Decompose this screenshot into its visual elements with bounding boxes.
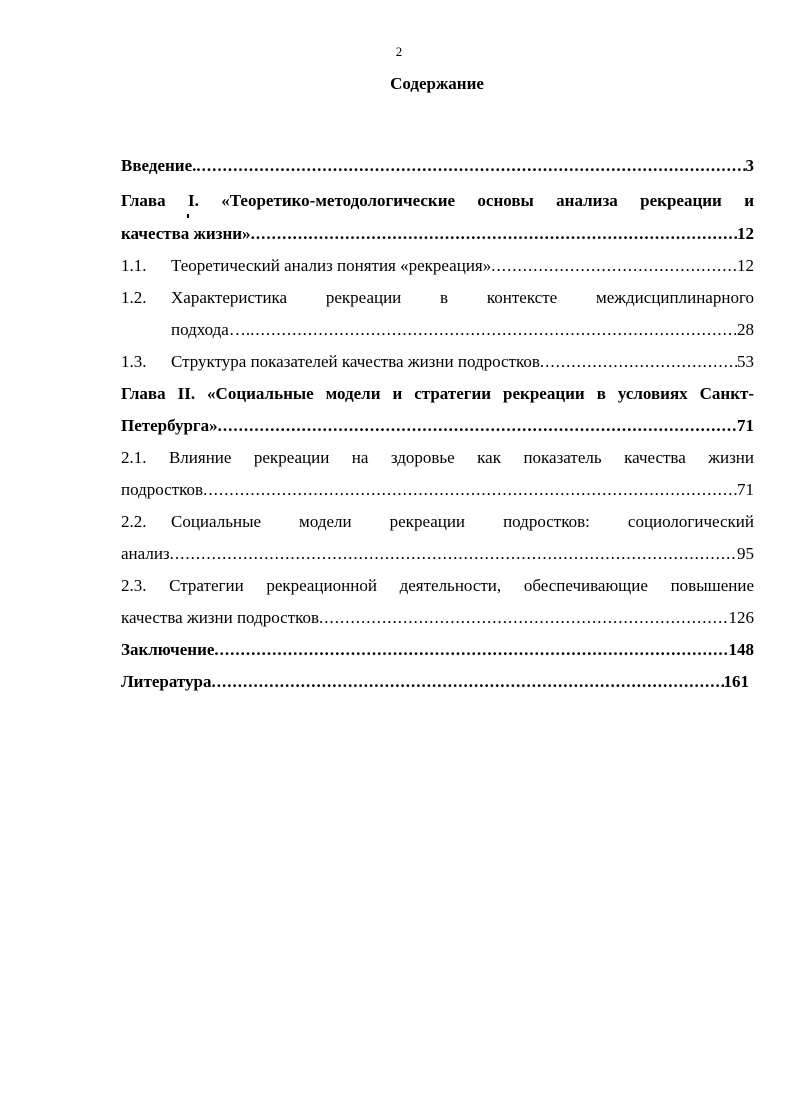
toc-section-text: Теоретический анализ понятия «рекреация»: [171, 256, 492, 275]
dot-leader: [196, 154, 745, 178]
toc-entry-intro-text: Введение.: [121, 156, 197, 175]
dot-leader: [211, 670, 723, 694]
toc-section-page: 126: [728, 608, 754, 627]
page-number: 2: [395, 44, 403, 59]
toc-section-text: Характеристика рекреации в контексте междисциплинарного: [171, 288, 754, 307]
toc-section-2-1-line1: 2.1. Влияние рекреации на здоровье как показатель качества жизни: [121, 448, 754, 467]
dot-leader: [319, 606, 728, 630]
toc-section-1-3: [121, 350, 754, 374]
toc-entry-intro: [121, 154, 754, 178]
toc-section-text: Структура показателей качества жизни подростков: [171, 352, 540, 371]
toc-entry-conclusion-page: 148: [728, 640, 754, 659]
toc-section-text: подхода….: [171, 320, 251, 339]
scan-mark: [187, 214, 189, 218]
toc-entry-literature-text: Литература: [121, 672, 212, 691]
toc-section-text: подростков: [121, 480, 204, 499]
toc-entry-literature-page: 161: [723, 672, 749, 691]
toc-chapter1-text: качества жизни»: [121, 224, 251, 243]
toc-entry-conclusion: [121, 638, 754, 662]
toc-section-2-1-line2: [121, 478, 754, 502]
toc-section-number: 1.3.: [121, 352, 147, 371]
toc-entry-literature: [121, 670, 749, 694]
toc-chapter2-page: 71: [737, 416, 754, 435]
page-title: Содержание: [390, 74, 484, 93]
dot-leader: [251, 222, 737, 246]
toc-section-text: Социальные модели рекреации подростков: социологический: [171, 512, 754, 531]
dot-leader: [218, 414, 737, 438]
dot-leader: [250, 318, 737, 342]
toc-chapter2-line2: [121, 414, 754, 438]
toc-entry-intro-page: 3: [745, 156, 754, 175]
toc-section-page: 28: [737, 320, 754, 339]
toc-section-1-1: [121, 254, 754, 278]
toc-chapter1-line2: [121, 222, 754, 246]
toc-section-number: 1.2.: [121, 288, 147, 307]
toc-section-page: 12: [737, 256, 754, 275]
toc-section-2-3-line1: 2.3. Стратегии рекреационной деятельности, обеспечивающие повышение: [121, 576, 754, 595]
toc-section-page: 95: [737, 544, 754, 563]
dot-leader: [540, 350, 737, 374]
toc-section-text: качества жизни подростков: [121, 608, 320, 627]
toc-section-2-2-line1: [121, 510, 754, 534]
dot-leader: [170, 542, 737, 566]
toc-section-1-2-line1: [121, 286, 754, 310]
toc-section-number: 1.1.: [121, 256, 147, 275]
toc-section-2-3-line2: [121, 606, 754, 630]
toc-section-number: 2.2.: [121, 512, 147, 531]
toc-chapter1-line1: Глава I. «Теоретико-методологические основы анализа рекреации и: [121, 191, 754, 210]
toc-section-1-2-line2: [171, 318, 754, 342]
toc-section-text: анализ: [121, 544, 170, 563]
toc-chapter1-page: 12: [737, 224, 754, 243]
toc-entry-conclusion-text: Заключение: [121, 640, 215, 659]
dot-leader: [491, 254, 737, 278]
dot-leader: [214, 638, 728, 662]
toc-chapter2-text: Петербурга»: [121, 416, 218, 435]
toc-section-page: 53: [737, 352, 754, 371]
toc-section-page: 71: [737, 480, 754, 499]
toc-chapter2-line1: Глава II. «Социальные модели и стратегии рекреации в условиях Санкт-: [121, 384, 754, 403]
dot-leader: [203, 478, 737, 502]
toc-section-2-2-line2: [121, 542, 754, 566]
